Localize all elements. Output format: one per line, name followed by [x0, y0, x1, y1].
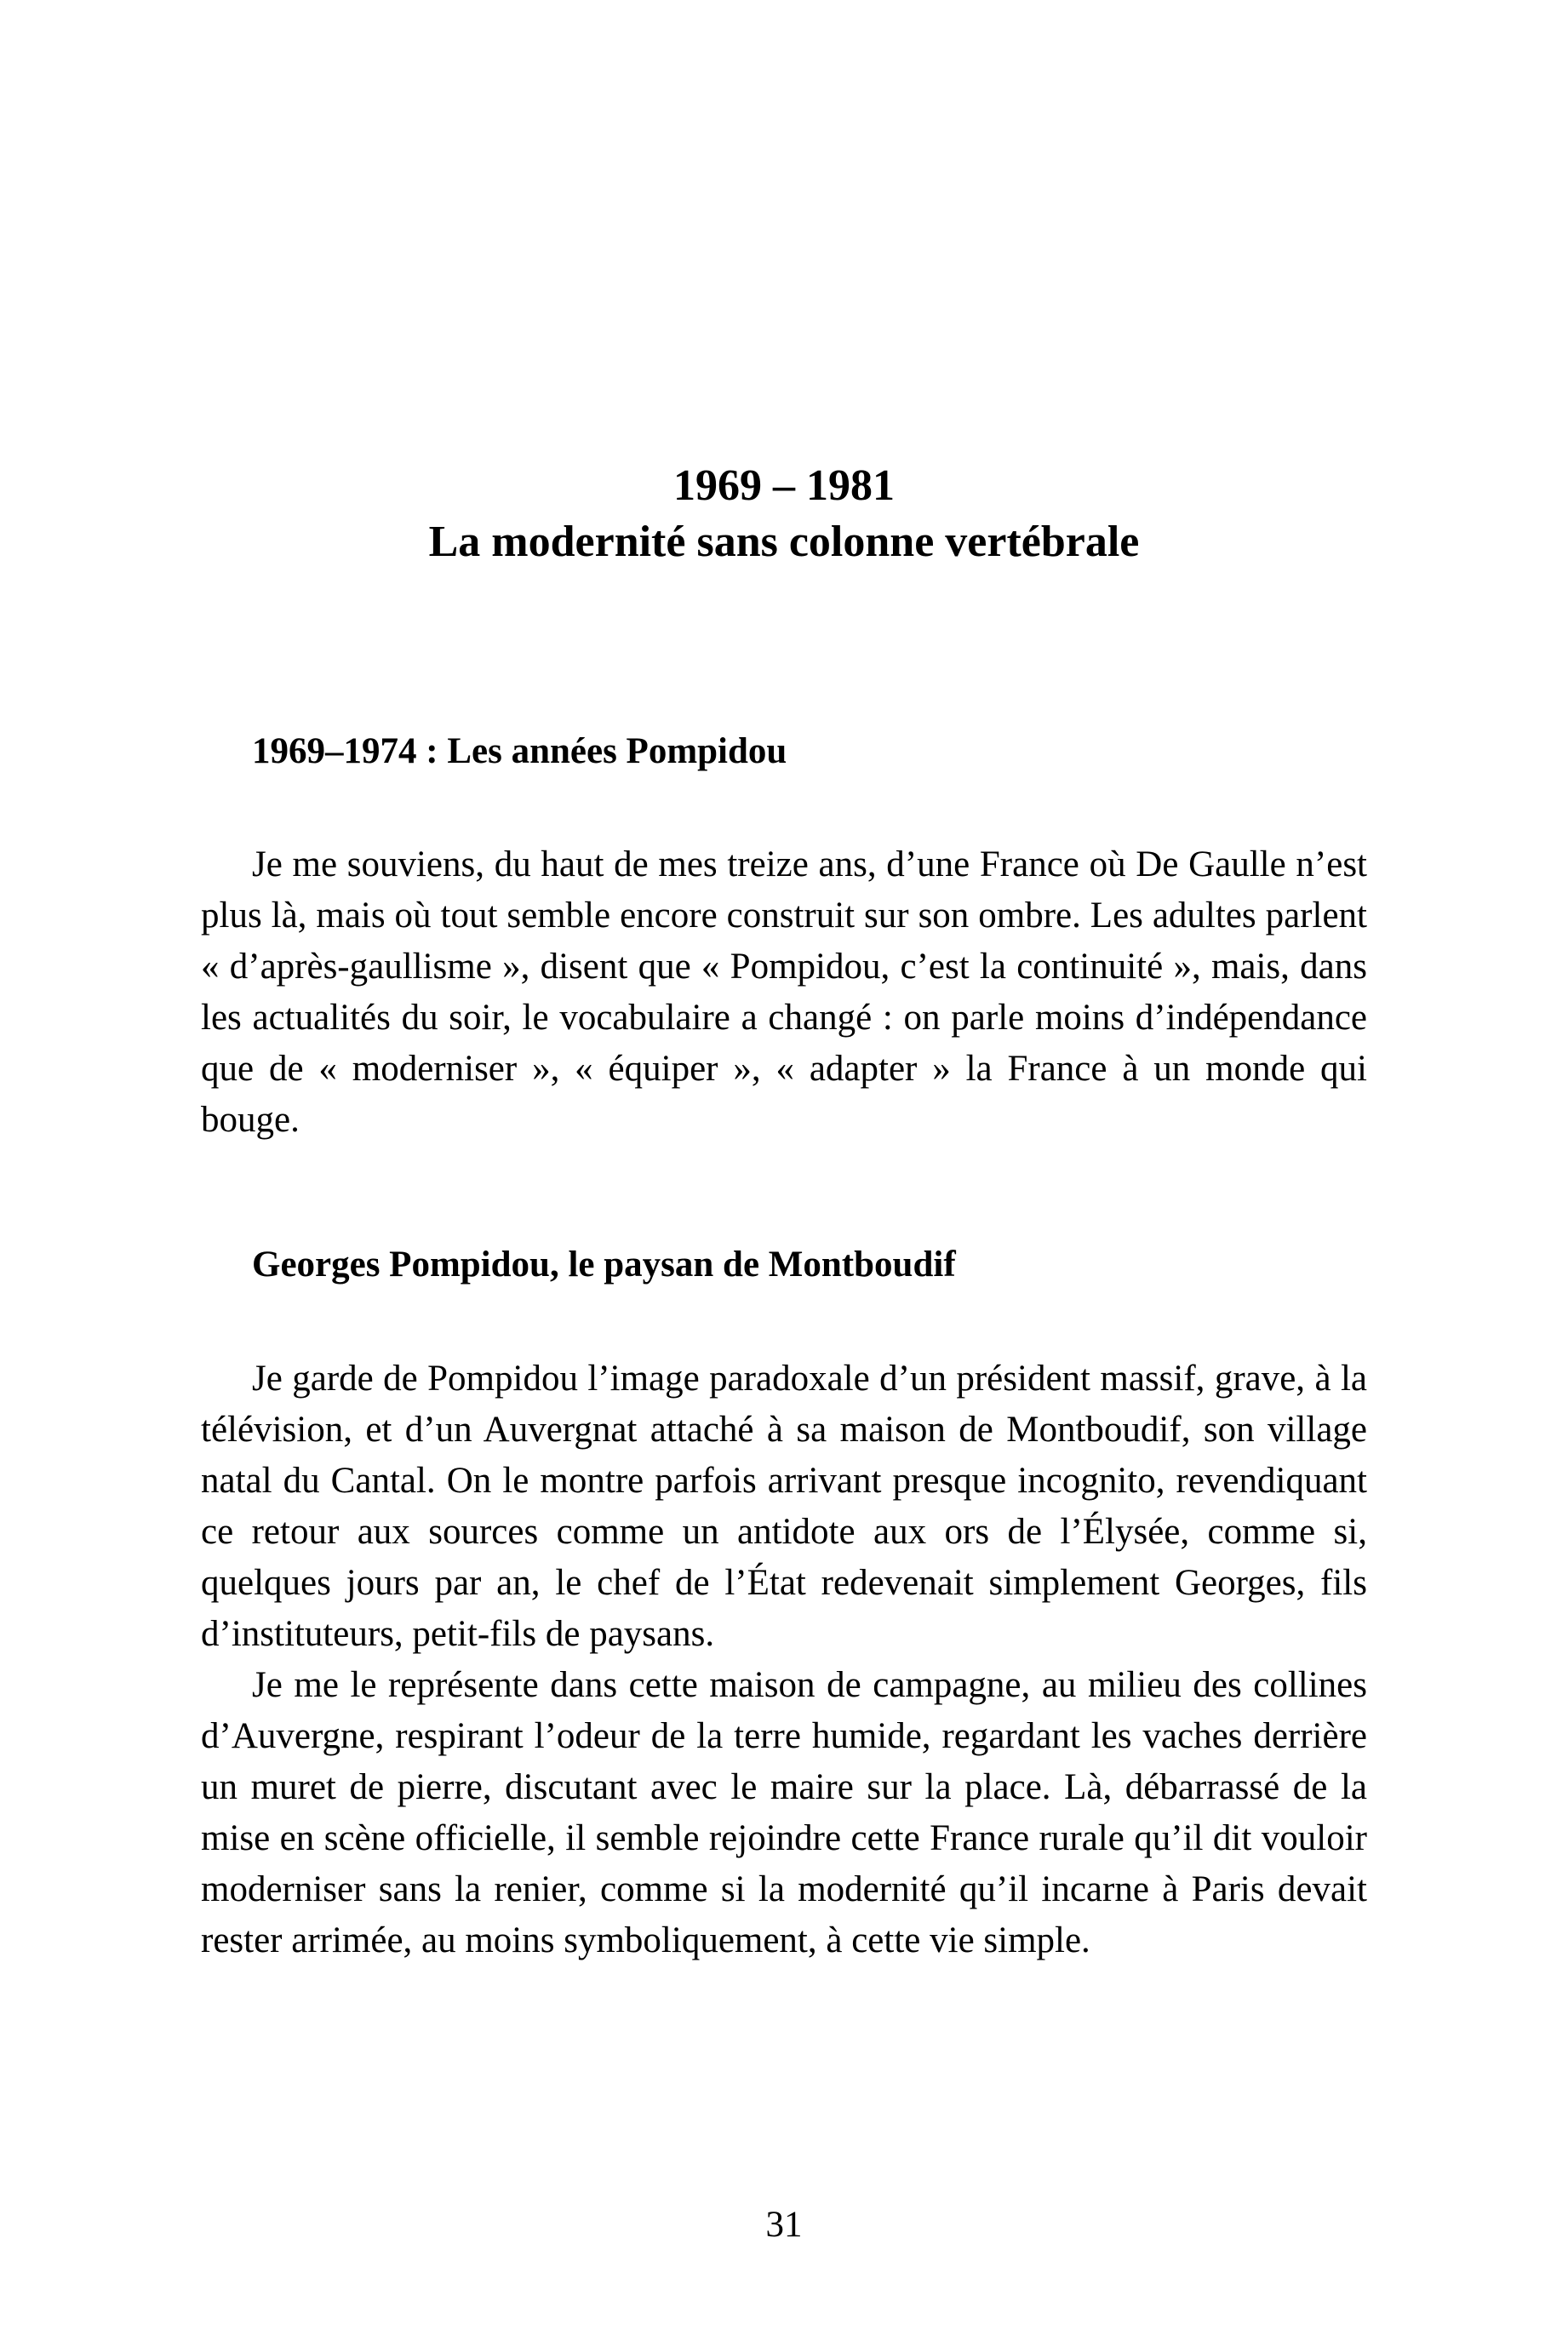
section-heading: 1969–1974 : Les années Pompidou	[252, 731, 787, 771]
section-heading: Georges Pompidou, le paysan de Montboudif	[252, 1245, 956, 1285]
paragraph: Je me souviens, du haut de mes treize ans, d’une France où De Gaulle n’est plus là, mais où tout semble encore construit sur son ombre. Les adultes parlent « d’après-gaullisme », disent que « Pompidou, c’est la continuité », mais, dans les actualités du soir, le vocabulaire a changé : on parle moins d’indépendance que de « moderniser », « équiper », « adapter » la France à un monde qui bouge.	[201, 844, 1367, 1140]
page-number: 31	[765, 2205, 803, 2245]
paragraph: Je me le représente dans cette maison de campagne, au milieu des collines d’Auvergne, respirant l’odeur de la terre humide, regardant les vaches derrière un muret de pierre, discutant avec le maire sur la place. Là, débarrassé de la mise en scène officielle, il semble rejoindre cette France rurale qu’il dit vouloir moderniser sans la renier, comme si la modernité qu’il incarne à Paris devait rester arrimée, au moins symboliquement, à cette vie simple.	[201, 1665, 1367, 1960]
chapter-years: 1969 – 1981	[673, 461, 895, 510]
chapter-heading	[0, 458, 1568, 570]
section-body	[201, 1353, 1367, 1966]
paragraph: Je garde de Pompidou l’image paradoxale d’un président massif, grave, à la télévision, et d’un Auvergnat attaché à sa maison de Montboudif, son village natal du Cantal. On le montre parfois arrivant presque incognito, revendiquant ce retour aux sources comme un antidote aux ors de l’Élysée, comme si, quelques jours par an, le chef de l’État redevenait simplement Georges, fils d’instituteurs, petit-fils de paysans.	[201, 1359, 1367, 1654]
section-heading-block	[201, 726, 1367, 777]
section-body	[201, 839, 1367, 1146]
chapter-title: La modernité sans colonne vertébrale	[428, 518, 1140, 566]
section-heading-block	[201, 1239, 1367, 1290]
